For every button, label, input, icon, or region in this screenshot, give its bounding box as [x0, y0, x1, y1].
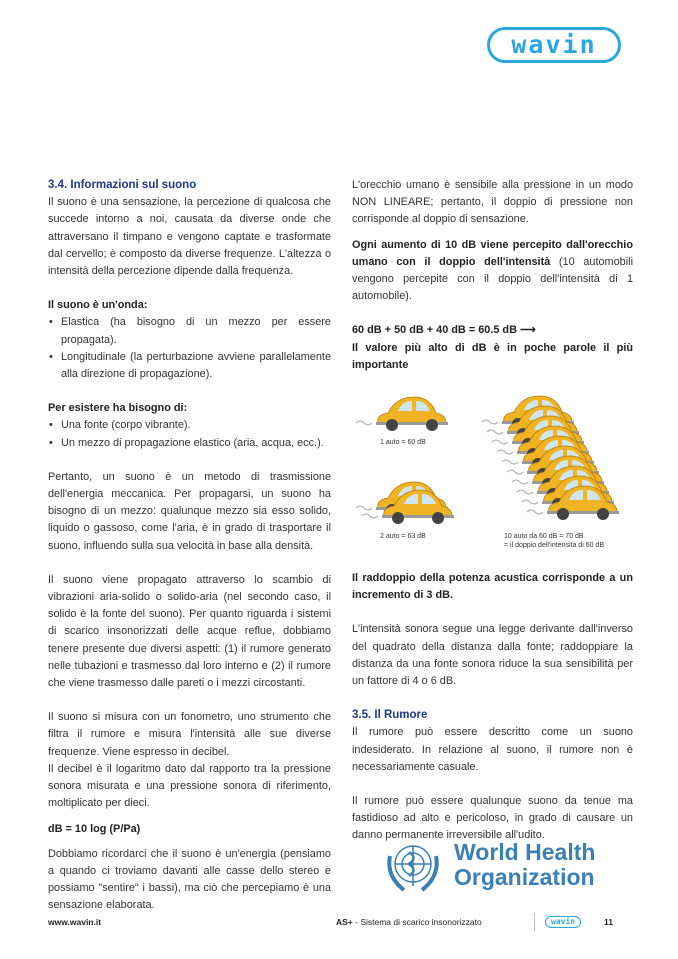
caption-1-car: 1 auto = 60 dB: [380, 439, 426, 447]
section-heading-3-5: 3.5. Il Rumore: [352, 709, 428, 722]
paragraph: Il suono si misura con un fonometro, uno strumento che filtra il rumore e misura l'intensità alle sue diverse frequenze. Viene espresso in decibel.: [48, 711, 331, 758]
caption-10-cars-note: = il doppio dell'intensità di 60 dB: [504, 542, 604, 550]
paragraph: Il rumore può essere descritto come un suono indesiderato. In relazione al suono, il rumore non è necessariamente casuale.: [352, 726, 633, 773]
left-column: [48, 177, 331, 915]
footer-title: [336, 917, 482, 927]
list-item: • Elastica (ha bisogno di un mezzo per essere propagata).: [61, 314, 331, 348]
who-line-2: Organization: [454, 864, 595, 890]
list-item: • Una fonte (corpo vibrante).: [61, 417, 331, 434]
list-item: • Un mezzo di propagazione elastico (aria, acqua, ecc.).: [61, 435, 331, 452]
paragraph: L'intensità sonora segue una legge derivante dall'inverso del quadrato della distanza dalla fonte; raddoppiare la distanza da una fonte sonora riduce la sua sensibilità per un fattore di 4 o 6 dB.: [352, 623, 633, 688]
footer-divider: [534, 913, 535, 931]
who-emblem-icon: [382, 836, 444, 896]
footer-url[interactable]: www.wavin.it: [48, 917, 102, 927]
equation-note: Il valore più alto di dB è in poche parole il più importante: [352, 341, 633, 371]
arrow-icon: ⟶: [519, 324, 536, 337]
product-name: AS+: [336, 917, 353, 927]
equation-text: 60 dB + 50 dB + 40 dB = 60.5 dB: [352, 324, 517, 337]
wavin-logo: wavin: [487, 27, 621, 63]
paragraph: L'orecchio umano è sensibile alla pressione in un modo NON LINEARE; pertanto, il doppio di pressione non corrisponde al doppio di sensazione.: [352, 179, 633, 226]
page-number: 11: [604, 917, 613, 927]
list-item: • Longitudinale (la perturbazione avviene parallelamente alla direzione di propagazione).: [61, 349, 331, 383]
bold-text: Ogni aumento di 10 dB viene percepito dall'orecchio umano con il doppio dell'intensità: [352, 238, 633, 268]
text: (10 automobili vengono percepite con il doppio dell'intensità di 1 automobile).: [352, 255, 633, 303]
footer-wavin-logo: wavin: [545, 916, 581, 928]
who-line-1: World Health: [454, 839, 596, 865]
right-column: [352, 177, 633, 845]
section-heading-3-4: 3.4. Informazioni sul suono: [48, 179, 197, 191]
formula: dB = 10 log (P/Pa): [48, 822, 141, 835]
wave-title: Il suono è un'onda:: [48, 299, 148, 312]
paragraph: Il decibel è il logaritmo dato dal rapporto tra la pressione sonora misurata e una pressione sonora di riferimento, moltiplicato per dieci.: [48, 762, 331, 810]
caption-2-cars: 2 auto = 63 dB: [380, 533, 426, 541]
equation: [352, 322, 633, 339]
car-icon: [356, 482, 454, 524]
who-logo: [382, 836, 622, 896]
paragraph: Pertanto, un suono è un metodo di trasmissione dell'energia meccanica. Per propagarsi, un suono ha bisogno di un mezzo: qualunque mezzo sia esso solido, liquido o gassoso, come l'aria, è in grado di trasportare il suono, influendo sulla sua velocità in base alla densità.: [48, 470, 331, 552]
car-icon: [356, 397, 448, 431]
needs-title: Per esistere ha bisogno di:: [48, 402, 188, 415]
cars-figure: [352, 388, 633, 568]
paragraph-bold: Il raddoppio della potenza acustica corrisponde a un incremento di 3 dB.: [352, 572, 633, 602]
needs-list: [48, 417, 331, 451]
wave-list: [48, 314, 331, 383]
paragraph: Il suono viene propagato attraverso lo scambio di vibrazioni aria-solido o solido-aria (nel secondo caso, il solido è la fonte del suono). Per quanto riguarda i sistemi di scarico insonorizzati delle acque reflue, dobbiamo tenere presente due diversi aspetti: (1) il rumore generato nelle tubazioni e trasmesso dal loro interno e (2) il rumore che viene trasmesso dalle pareti o i mezzi circostanti.: [48, 573, 331, 690]
paragraph: Il suono è una sensazione, la percezione di qualcosa che succede intorno a noi, causata da diverse onde che attraversano il timpano e vengono captate e trasformate dal cervello; è composto da diverse frequenze. L'altezza o intensità della percezione dipende dalla frequenza.: [48, 196, 331, 278]
car-icon: [482, 396, 619, 520]
caption-10-cars: 10 auto da 60 dB = 70 dB: [504, 533, 584, 541]
paragraph: [352, 237, 633, 306]
paragraph: Dobbiamo ricordarci che il suono è un'energia (pensiamo a quando ci troviamo davanti alle casse dello stereo e possiamo "sentire" i bassi), ma ciò che percepiamo è una sensazione elaborata.: [48, 847, 331, 912]
paragraph: Il rumore può essere qualunque suono da tenue ma fastidioso ad alto e pericoloso, in grado di causare un danno permanente irreversibile all'udito.: [352, 795, 633, 842]
footer-subtitle: - Sistema di scarico insonorizzato: [352, 917, 482, 927]
